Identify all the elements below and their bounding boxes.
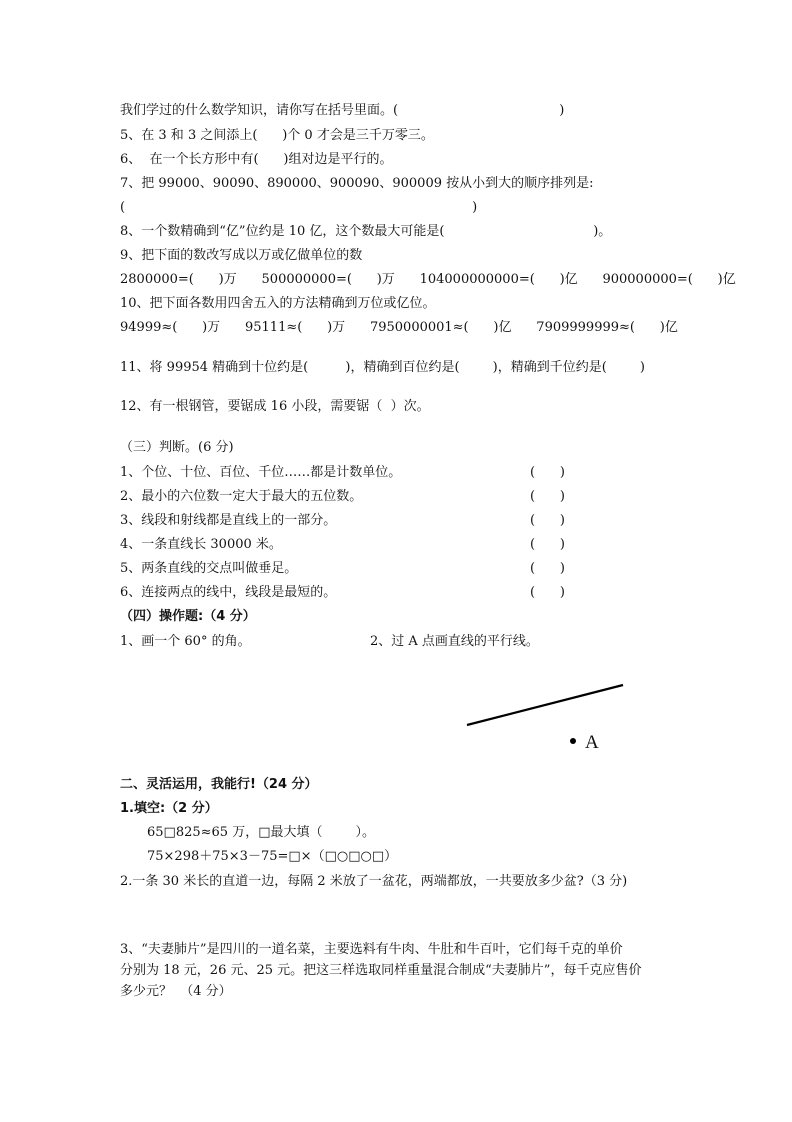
- question-dish-line1: 3、“夫妻肺片”是四川的一道名菜，主要选料有牛肉、牛肚和牛百叶，它们每千克的单价: [120, 942, 623, 957]
- answer-paren[interactable]: ( ): [530, 561, 565, 576]
- answer-paren[interactable]: ( ): [530, 465, 565, 480]
- question-5: 5、在 3 和 3 之间添上( )个 0 才会是三千万零三。: [120, 128, 434, 143]
- question-dish-line2: 分别为 18 元，26 元、25 元。把这三样选取同样重量混合制成“夫妻肺片”，每千克应售价: [120, 963, 642, 978]
- point-a-label: A: [585, 732, 599, 753]
- question-12: 12、有一根钢管，要锯成 16 小段，需要锯（ ）次。: [120, 399, 430, 414]
- fill-question-2: 75×298＋75×3－75=□×（□○□○□）: [147, 849, 398, 864]
- answer-paren[interactable]: ( ): [530, 537, 565, 552]
- question-7: 7、把 99000、90090、890000、900090、900009 按从小到大的顺序排列是:: [120, 176, 594, 191]
- part2-title: 二、灵活运用，我能行!（24 分）: [120, 777, 318, 792]
- judge-item: 5、两条直线的交点叫做垂足。: [120, 561, 298, 576]
- judge-item: 6、连接两点的线中，线段是最短的。: [120, 585, 337, 600]
- question-8: 8、一个数精确到“亿”位约是 10 亿，这个数最大可能是( )。: [120, 224, 612, 239]
- question-6: 6、 在一个长方形中有( )组对边是平行的。: [120, 152, 393, 167]
- judge-item: 1、个位、十位、百位、千位……都是计数单位。: [120, 465, 402, 480]
- question-9-row: 2800000=( )万 500000000=( )万 104000000000=( )亿 900000000=( )亿: [120, 272, 736, 287]
- ops-title: （四）操作题:（4 分）: [120, 609, 256, 624]
- judge-item: 4、一条直线长 30000 米。: [120, 537, 282, 552]
- judge-item: 2、最小的六位数一定大于最大的五位数。: [120, 489, 363, 504]
- question-7-answer: ( ): [120, 200, 478, 215]
- ops-question-1: 1、画一个 60° 的角。: [120, 634, 251, 649]
- straight-line: [467, 685, 623, 725]
- fill-title: 1.填空:（2 分）: [120, 801, 218, 816]
- point-a-dot: [570, 738, 576, 744]
- question-flowers: 2.一条 30 米长的直道一边，每隔 2 米放了一盆花，两端都放，一共要放多少盆?（3 分): [120, 874, 628, 889]
- ops-question-2: 2、过 A 点画直线的平行线。: [370, 634, 539, 649]
- answer-paren[interactable]: ( ): [530, 585, 565, 600]
- question-dish-line3: 多少元？ （4 分）: [120, 984, 232, 999]
- question-9: 9、把下面的数改写成以万或亿做单位的数: [120, 248, 363, 263]
- judge-item: 3、线段和射线都是直线上的一部分。: [120, 513, 337, 528]
- fill-question-1: 65□825≈65 万，□最大填（ ）。: [147, 825, 376, 840]
- answer-paren[interactable]: ( ): [530, 513, 565, 528]
- question-11: 11、将 99954 精确到十位约是( )，精确到百位约是( )，精确到千位约是( ): [120, 360, 645, 375]
- question-10: 10、把下面各数用四舍五入的方法精确到万位或亿位。: [120, 296, 436, 311]
- question-line: 我们学过的什么数学知识，请你写在括号里面。( ): [120, 103, 565, 118]
- answer-paren[interactable]: ( ): [530, 489, 565, 504]
- question-10-row: 94999≈( )万 95111≈( )万 7950000001≈( )亿 7909999999≈( )亿: [120, 320, 678, 335]
- judge-title: （三）判断。(6 分): [120, 440, 234, 455]
